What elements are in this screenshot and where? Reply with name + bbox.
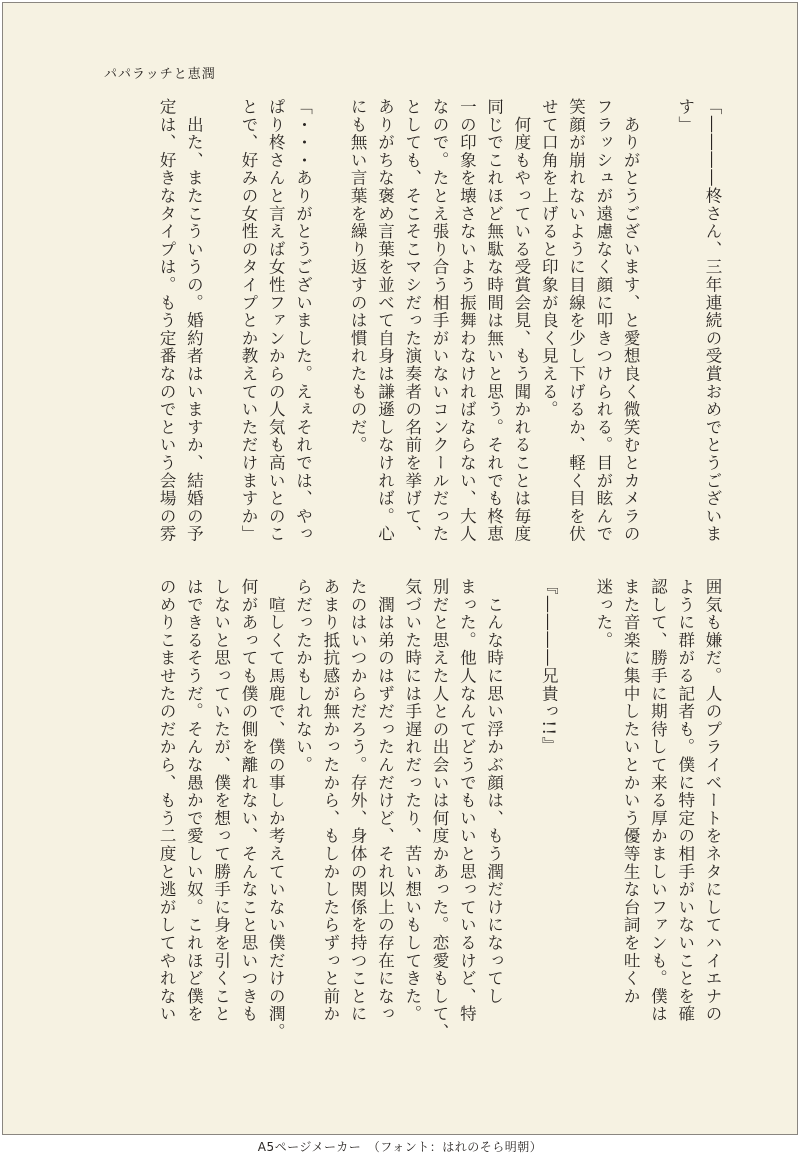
text-column: 気づいた時には手遅れだったり、苦い想いもしてきた。 xyxy=(402,578,422,1023)
text-block-lower xyxy=(96,578,726,1041)
text-column: 「――――柊さん、三年連続の受賞おめでとうございま xyxy=(703,98,722,543)
text-column: まった。他人なんてどうでもいいと思っているけど、特 xyxy=(457,578,477,1023)
text-column: しないと思っていたが、僕を想って勝手に身を引くこと xyxy=(211,578,231,1023)
text-column: たのはいつからだろう。存外、身体の関係を持つことに xyxy=(348,578,368,1023)
text-column xyxy=(508,578,535,1038)
text-column: らだったかもしれない。 xyxy=(293,578,313,774)
running-title: パパラッチと恵潤 xyxy=(104,67,216,82)
text-column xyxy=(207,98,234,558)
text-column: 別だと思えた人との出会いは何度かあった。恋愛もして、 xyxy=(430,578,450,1041)
text-column: 潤は弟のはずだったんだけど、それ以上の存在になっ xyxy=(375,578,395,1023)
text-column: あまり抵抗感が無かったから、もしかしたらずっと前か xyxy=(320,578,340,1023)
text-column: 定は、好きなタイプは。もう定番なのでという会場の雰 xyxy=(157,98,177,543)
text-column: ように群がる記者も。僕に特定の相手がいないことを確 xyxy=(675,578,695,1023)
text-column: のめりこませたのだから、もう二度と逃がしてやれない xyxy=(157,578,177,1023)
text-column: 認して、勝手に期待して来る厚かましいファンも。僕は xyxy=(648,578,668,1023)
text-column: 「・・・ありがとうございました。えぇそれでは、やっ xyxy=(293,98,313,543)
text-column: 一の印象を壊さないよう振舞わなければならない、大人 xyxy=(457,98,477,543)
text-column: 囲気も嫌だ。人のプライベートをネタにしてハイエナの xyxy=(703,578,722,1023)
manuscript-page xyxy=(2,2,798,1135)
text-column: 何度もやっている受賞会見、もう聞かれることは毎度 xyxy=(511,98,531,543)
text-column: す」 xyxy=(675,98,695,134)
text-column xyxy=(562,578,589,1038)
text-column: 笑顔が崩れないように目線を少し下げるか、軽く目を伏 xyxy=(566,98,586,543)
text-column: 出た、またこういうの。婚約者はいますか、結婚の予 xyxy=(184,98,204,543)
text-column: ぱり柊さんと言えば女性ファンからの人気も高いとのこ xyxy=(266,98,286,543)
text-column: 喧しくて馬鹿で、僕の事しか考えていない僕だけの潤。 xyxy=(266,578,286,1041)
text-column: ありがちな褒め言葉を並べて自身は謙遜しなければ。心 xyxy=(375,98,395,543)
text-column: ありがとうございます、と愛想良く微笑むとカメラの xyxy=(621,98,641,543)
text-column: なので。たとえ張り合う相手がいないコンクールだった xyxy=(430,98,450,543)
text-column: 何があっても僕の側を離れない、そんなこと思いつきも xyxy=(238,578,258,1023)
text-column: こんな時に思い浮かぶ顔は、もう潤だけになってし xyxy=(484,578,504,1006)
text-column: にも無い言葉を繰り返すのは慣れたものだ。 xyxy=(348,98,368,454)
text-column: とで、好みの女性のタイプとか教えていただけますか」 xyxy=(238,98,258,543)
text-block-upper xyxy=(96,98,726,558)
text-column: はできるそうだ。そんな愚かで愛しい奴。これほど僕を xyxy=(184,578,204,1023)
text-column: 同じでこれほど無駄な時間は無いと思う。それでも柊恵 xyxy=(484,98,504,543)
page-footer: A5ページメーカー （フォント：はれのそら明朝） xyxy=(257,1140,543,1154)
text-column xyxy=(317,98,344,558)
text-column xyxy=(644,98,671,558)
text-column: フラッシュが遠慮なく顔に叩きつけられる。目が眩んで xyxy=(593,98,613,543)
text-column: また音楽に集中したいとかいう優等生な台詞を吐くか xyxy=(621,578,641,1006)
text-column: せて口角を上げると印象が良く見える。 xyxy=(539,98,559,419)
text-column: 『――――兄貴っ!!』 xyxy=(539,578,559,755)
text-column: 迷った。 xyxy=(593,578,613,650)
text-column: としても、そこそこマシだった演奏者の名前を挙げて、 xyxy=(402,98,422,543)
